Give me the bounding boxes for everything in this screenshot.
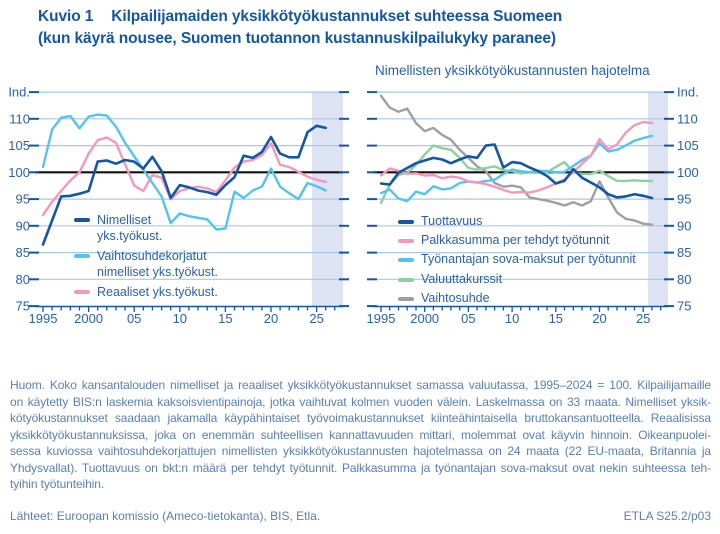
right-chart-title: Nimellisten yksikkötyökustannusten hajotelma <box>375 63 650 78</box>
legend-item <box>398 270 636 289</box>
footnote-line: Huom. Koko kansantalouden nimelliset ja reaaliset yksikkötyökustannukset samassa valuutassa, 1995–2024 = 100. Kilpailijamaille <box>10 378 711 392</box>
legend-item <box>398 250 636 269</box>
legend-item <box>398 231 636 250</box>
footnote <box>10 377 711 493</box>
y-tick-label: 90 <box>15 218 30 234</box>
legend-swatch <box>398 220 414 224</box>
legend-swatch <box>74 218 90 222</box>
figure-number: Kuvio 1 <box>38 8 94 25</box>
x-tick-label: 05 <box>461 311 476 326</box>
legend-item <box>74 284 218 300</box>
legend-label: Työnantajan sova-maksut per työtunnit <box>421 252 636 267</box>
legend-swatch <box>398 278 414 282</box>
legend-swatch <box>398 239 414 243</box>
x-tick-label: 2000 <box>410 311 440 326</box>
legend-swatch <box>74 290 90 294</box>
y-tick-label: 80 <box>677 271 692 287</box>
y-tick-label: 105 <box>8 138 30 154</box>
legend-label: Palkkasumma per tehdyt työtunnit <box>421 233 610 248</box>
right-chart-legend <box>398 212 636 308</box>
report-code: ETLA S25.2/p03 <box>623 509 711 523</box>
x-tick-label: 20 <box>592 311 607 326</box>
x-tick-label: 10 <box>504 311 520 326</box>
legend-label: Reaaliset yks.työkust. <box>97 285 218 299</box>
unit-label: Ind. <box>8 84 30 100</box>
unit-label: Ind. <box>677 84 699 100</box>
x-tick-label: 15 <box>218 311 233 326</box>
legend-label: Valuuttakurssit <box>421 271 503 286</box>
footnote-line: tyihin työtunteihin. <box>10 477 105 491</box>
figure-title-line1: Kilpailijamaiden yksikkötyökustannukset suhteessa Suomeen <box>111 8 563 25</box>
sources-row <box>10 509 711 523</box>
y-tick-label: 110 <box>677 111 698 127</box>
legend-swatch <box>398 258 414 262</box>
x-tick-label: 05 <box>126 311 142 326</box>
y-tick-label: 95 <box>677 191 692 207</box>
y-tick-label: 75 <box>677 298 692 314</box>
y-tick-label: 95 <box>15 191 30 207</box>
x-tick-label: 1995 <box>366 311 396 326</box>
y-tick-label: 105 <box>677 138 699 154</box>
footnote-line: kötyökustannukset saadaan jakamalla käypähintaiset työvoimakustannukset kiinteähintaisella bruttokansantuotteella. Reaalisissa <box>10 411 711 425</box>
legend-label: Tuottavuus <box>421 214 483 228</box>
x-tick-label: 25 <box>309 311 324 326</box>
y-tick-label: 110 <box>9 111 30 127</box>
left-chart-legend <box>74 212 218 304</box>
legend-item <box>74 248 218 280</box>
legend-label: Nimelliset yks.työkust. <box>97 213 163 243</box>
footnote-line: on käytetty BIS:n laskemia kaksoisvientipainoja, jotka vaihtuvat kolmen vuoden välein. Laskelmassa on 33 maata. Nimelliset yksik- <box>10 394 711 409</box>
series-line <box>43 138 326 216</box>
x-tick-label: 25 <box>635 311 651 326</box>
legend-swatch <box>398 297 414 301</box>
x-tick-label: 1995 <box>28 311 58 326</box>
legend-item <box>398 212 636 231</box>
sources-text: Lähteet: Euroopan komissio (Ameco-tietokanta), BIS, Etla. <box>10 509 321 523</box>
y-tick-label: 85 <box>677 245 692 261</box>
legend-item <box>74 212 218 244</box>
footnote-line: sessa kuviossa vaihtosuhdekorjattujen nimellisten yksikkötyökustannusten hajotelmassa on 24 maata (22 EU-maata, Britannia ja <box>10 444 711 458</box>
y-tick-label: 100 <box>677 164 699 180</box>
x-tick-label: 15 <box>548 311 564 326</box>
y-tick-label: 80 <box>15 271 30 287</box>
x-tick-label: 20 <box>263 311 279 326</box>
legend-label: Vaihtosuhde <box>421 290 490 305</box>
figure-title-line2: (kun käyrä nousee, Suomen tuotannon kustannuskilpailukyky paranee) <box>38 30 556 47</box>
x-tick-label: 10 <box>172 311 188 326</box>
footnote-line: Yhdysvallat). Tuottavuus on bkt:n määrä per tehdyt työtunnit. Palkkasumma ja työnantajan sova-maksut ovat nekin suhteessa teh- <box>10 460 711 475</box>
y-tick-label: 85 <box>15 245 30 261</box>
legend-label: Vaihtosuhdekorjatut nimelliset yks.työkust. <box>97 249 218 279</box>
legend-swatch <box>74 254 90 258</box>
y-tick-label: 100 <box>8 164 30 180</box>
x-tick-label: 2000 <box>74 311 104 326</box>
legend-item <box>398 289 636 308</box>
y-tick-label: 90 <box>677 218 692 234</box>
footnote-line: yksikkötyökustannuksissa, joka on enemmän suhteellisen kannattavuuden mittari, molemmat ovat käyvin hinnoin. Oikeanpuolei- <box>10 427 711 442</box>
y-tick-label: 75 <box>15 298 30 314</box>
